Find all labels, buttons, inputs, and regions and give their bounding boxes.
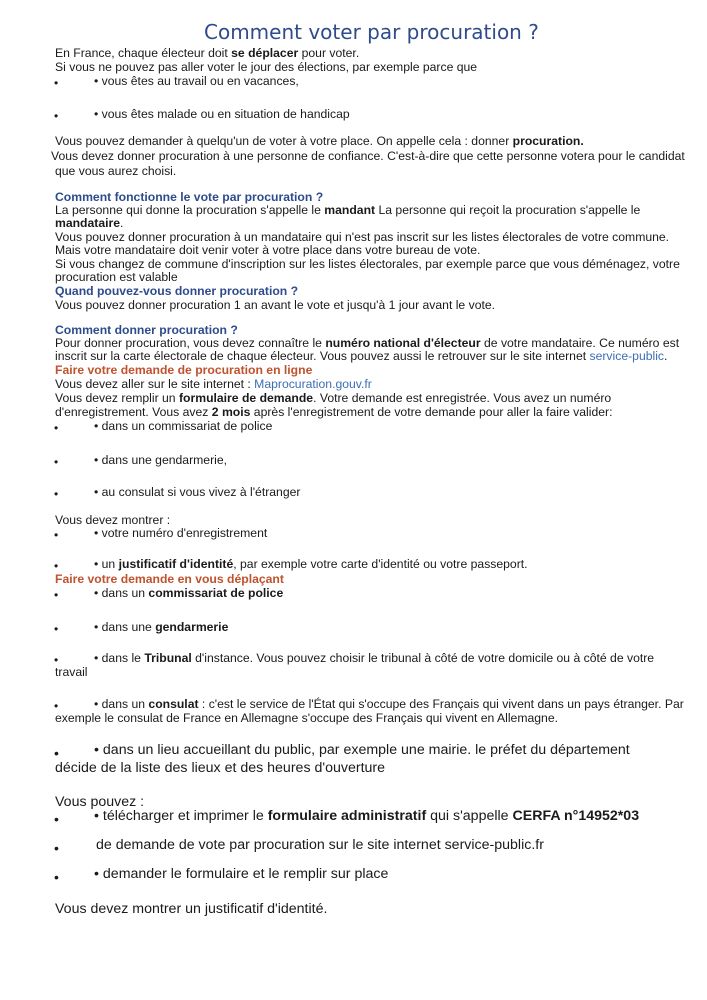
intro-line-1 [55, 46, 359, 60]
s5-bullet-5: • dans un lieu accueillant du public, par exemple une mairie. le préfet du département [94, 742, 630, 758]
text-bold: se déplacer [231, 46, 299, 60]
bullet-marker: • [54, 109, 59, 123]
intro-bullet-2: • vous êtes malade ou en situation de handicap [94, 107, 350, 121]
bullet-marker: • [54, 559, 59, 573]
s6-bullet-2: de demande de vote par procuration sur le site internet service-public.fr [96, 837, 544, 853]
s5-bullet-2 [94, 620, 228, 634]
text-bold: formulaire de demande [178, 391, 314, 405]
s4-line-3 [55, 405, 612, 419]
text: Vous devez aller sur le site internet : [55, 377, 255, 391]
text: La personne qui reçoit la procuration s'appelle le [375, 203, 641, 217]
text: d'enregistrement. Vous avez [55, 405, 212, 419]
text-bold: numéro national d'électeur [325, 336, 481, 350]
service-public-link[interactable]: service-public [589, 349, 665, 363]
s1-line-4: Mais votre mandataire doit venir voter à votre place dans votre bureau de vote. [55, 243, 481, 257]
text: • télécharger et imprimer le [94, 808, 268, 824]
text: • dans le [94, 651, 145, 665]
text: : c'est le service de l'État qui s'occupe des Français qui vivent dans un pays étranger. Par [198, 697, 684, 711]
text: de votre mandataire. Ce numéro est [480, 336, 680, 350]
s1-line-1 [55, 203, 640, 217]
text: Vous devez remplir un [55, 391, 179, 405]
text: d'instance. Vous pouvez choisir le tribunal à côté de votre domicile ou à côté de votre [191, 651, 655, 665]
bullet-marker: • [54, 745, 59, 761]
s6-outro: Vous devez montrer un justificatif d'identité. [55, 901, 328, 917]
text-bold: gendarmerie [155, 620, 229, 634]
text: . Votre demande est enregistrée. Vous avez un numéro [313, 391, 612, 405]
s4-bullet-5 [94, 557, 528, 571]
bullet-marker: • [54, 76, 59, 90]
text: pour voter. [298, 46, 360, 60]
page-title: Comment voter par procuration ? [204, 20, 539, 44]
text: , par exemple votre carte d'identité ou votre passeport. [233, 557, 528, 571]
s4-bullet-4: • votre numéro d'enregistrement [94, 526, 268, 540]
text: qui s'appelle [426, 808, 513, 824]
text: La personne qui donne la procuration s'appelle le [55, 203, 325, 217]
bullet-marker: • [54, 811, 59, 827]
bullet-marker: • [54, 840, 59, 856]
s3-line-2 [55, 349, 667, 363]
bullet-marker: • [54, 528, 59, 542]
s4-line-1 [55, 377, 372, 391]
text: Pour donner procuration, vous devez connaître le [55, 336, 326, 350]
section-heading-fonctionne: Comment fonctionne le vote par procuration ? [55, 190, 324, 204]
s1-line-2 [55, 216, 123, 230]
bullet-marker: • [54, 455, 59, 469]
text: • dans un [94, 586, 149, 600]
intro-line-2: Si vous ne pouvez pas aller voter le jour des élections, par exemple parce que [55, 60, 478, 74]
s5-bullet-4 [94, 697, 684, 711]
s6-intro: Vous pouvez : [55, 794, 145, 810]
text: • dans un [94, 697, 149, 711]
text: En France, chaque électeur doit [55, 46, 232, 60]
text-bold: consulat [148, 697, 199, 711]
bullet-marker: • [54, 622, 59, 636]
bullet-marker: • [54, 653, 59, 667]
section-heading-comment: Comment donner procuration ? [55, 323, 238, 337]
text-bold: formulaire administratif [267, 808, 427, 824]
s2-line-1: Vous pouvez donner procuration 1 an avant le vote et jusqu'à 1 jour avant le vote. [55, 298, 496, 312]
text: Vous pouvez demander à quelqu'un de voter à votre place. On appelle cela : donner [55, 134, 513, 148]
s4-bullet-1: • dans un commissariat de police [94, 419, 273, 433]
text: • dans une [94, 620, 156, 634]
bullet-marker: • [54, 869, 59, 885]
section-heading-en-ligne: Faire votre demande de procuration en ligne [55, 363, 313, 377]
text-bold: mandataire [55, 216, 121, 230]
s6-bullet-1 [94, 808, 639, 825]
para1-line-2: Vous devez donner procuration à une personne de confiance. C'est-à-dire que cette personne votera pour le candidat [51, 149, 685, 163]
text-bold: CERFA n°14952*03 [512, 808, 640, 824]
s5-bullet-4-cont: exemple le consulat de France en Allemagne s'occupe des Français qui vivent en Allemagne. [55, 711, 558, 725]
section-heading-deplacant: Faire votre demande en vous déplaçant [55, 572, 284, 586]
s5-bullet-5-cont: décide de la liste des lieux et des heures d'ouverture [55, 760, 386, 776]
intro-bullet-1: • vous êtes au travail ou en vacances, [94, 74, 299, 88]
text-bold: commissariat de police [148, 586, 284, 600]
s4-show: Vous devez montrer : [55, 513, 171, 527]
text-bold: mandant [324, 203, 376, 217]
s4-line-2 [55, 391, 611, 405]
para1-line-1 [55, 134, 584, 148]
s5-bullet-3 [94, 651, 654, 665]
text-bold: procuration. [512, 134, 584, 148]
text-bold: justificatif d'identité [118, 557, 234, 571]
s1-line-3: Vous pouvez donner procuration à un mandataire qui n'est pas inscrit sur les listes électorales de votre commune. [55, 230, 670, 244]
bullet-marker: • [54, 421, 59, 435]
text: . [664, 349, 668, 363]
text-bold: Tribunal [144, 651, 192, 665]
s6-bullet-3: • demander le formulaire et le remplir sur place [94, 866, 389, 882]
section-heading-quand: Quand pouvez-vous donner procuration ? [55, 284, 299, 298]
text-bold: 2 mois [211, 405, 251, 419]
s1-line-5: Si vous changez de commune d'inscription sur les listes électorales, par exemple parce que vous déménagez, votre [55, 257, 680, 271]
bullet-marker: • [54, 588, 59, 602]
s3-line-1 [55, 336, 679, 350]
bullet-marker: • [54, 487, 59, 501]
para1-line-3: que vous aurez choisi. [55, 164, 177, 178]
maprocuration-link[interactable]: Maprocuration.gouv.fr [254, 377, 372, 391]
text: après l'enregistrement de votre demande pour aller la faire valider: [250, 405, 613, 419]
text: . [120, 216, 124, 230]
s5-bullet-3-cont: travail [55, 665, 88, 679]
text: • un [94, 557, 119, 571]
s4-bullet-3: • au consulat si vous vivez à l'étranger [94, 485, 301, 499]
text: inscrit sur la carte électorale de chaque électeur. Vous pouvez aussi le retrouver sur le site internet [55, 349, 590, 363]
s1-line-6: procuration est valable [55, 270, 178, 284]
s5-bullet-1 [94, 586, 283, 600]
s4-bullet-2: • dans une gendarmerie, [94, 453, 227, 467]
bullet-marker: • [54, 699, 59, 713]
